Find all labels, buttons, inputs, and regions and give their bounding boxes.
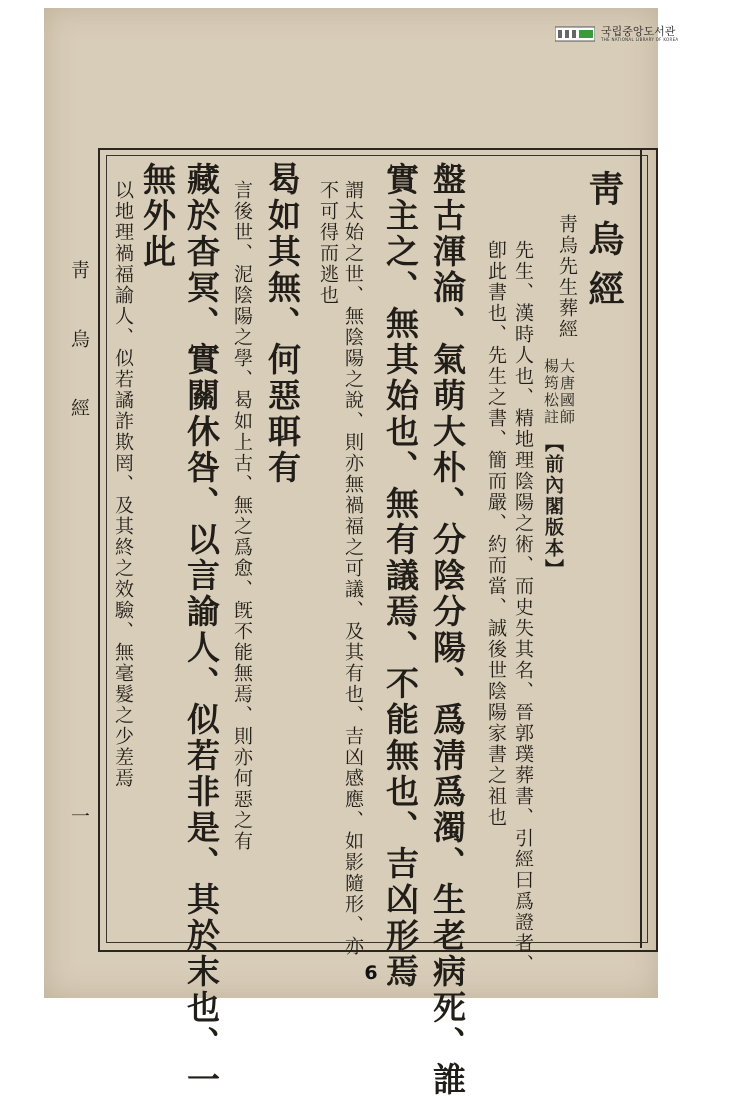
library-logo-subtext: THE NATIONAL LIBRARY OF KOREA bbox=[601, 37, 679, 42]
margin-page-number: 一 bbox=[68, 806, 90, 827]
author-rank: 大唐國師 bbox=[558, 358, 576, 426]
main-text-column-3: 曷如其無、何惡聑有 bbox=[263, 162, 302, 486]
commentary-column-2: 不可得而逃也 bbox=[317, 180, 339, 306]
book-title: 靑烏經 bbox=[583, 170, 625, 320]
byline: 靑烏先生葬經 bbox=[556, 214, 578, 340]
edition-label: 【前內閣版本】 bbox=[542, 433, 564, 580]
commentary-column-3: 言後世、泥陰陽之學、曷如上古、無之爲愈、旣不能無焉、則亦何惡之有 bbox=[231, 180, 253, 852]
author-name: 楊筠松註 bbox=[542, 358, 560, 426]
library-logo-text: 국립중앙도서관 bbox=[601, 25, 676, 38]
commentary-column-1: 謂太始之世、無陰陽之說、則亦無禍福之可議、及其有也、吉凶感應、如影隨形、亦 bbox=[342, 180, 364, 957]
library-building-icon bbox=[555, 25, 595, 43]
preface-column-1: 先生、漢時人也、精地理陰陽之術、而史失其名、晉郭璞葬書、引經曰爲證者、 bbox=[512, 240, 534, 975]
main-text-column-1: 盤古渾淪、氣萌大朴、分陰分陽、爲淸爲濁、生老病死、誰 bbox=[428, 162, 467, 1098]
title-rule bbox=[640, 150, 642, 948]
commentary-column-4: 以地理禍福諭人、似若譎詐欺罔、及其終之效驗、無毫髮之少差焉 bbox=[112, 180, 134, 789]
main-text-column-5: 無外此 bbox=[138, 162, 177, 270]
main-text-column-4: 藏於杳冥、實關休咎、以言諭人、似若非是、其於末也、一 bbox=[182, 162, 221, 1098]
preface-column-2: 卽此書也、先生之書、簡而嚴、約而當、誠後世陰陽家書之祖也 bbox=[485, 240, 507, 828]
margin-title: 靑 烏 經 bbox=[68, 260, 90, 431]
main-text-column-2: 實主之、無其始也、無有議焉、不能無也、吉凶形焉 bbox=[381, 162, 420, 990]
page-number: 6 bbox=[364, 962, 378, 984]
library-logo bbox=[555, 23, 685, 47]
